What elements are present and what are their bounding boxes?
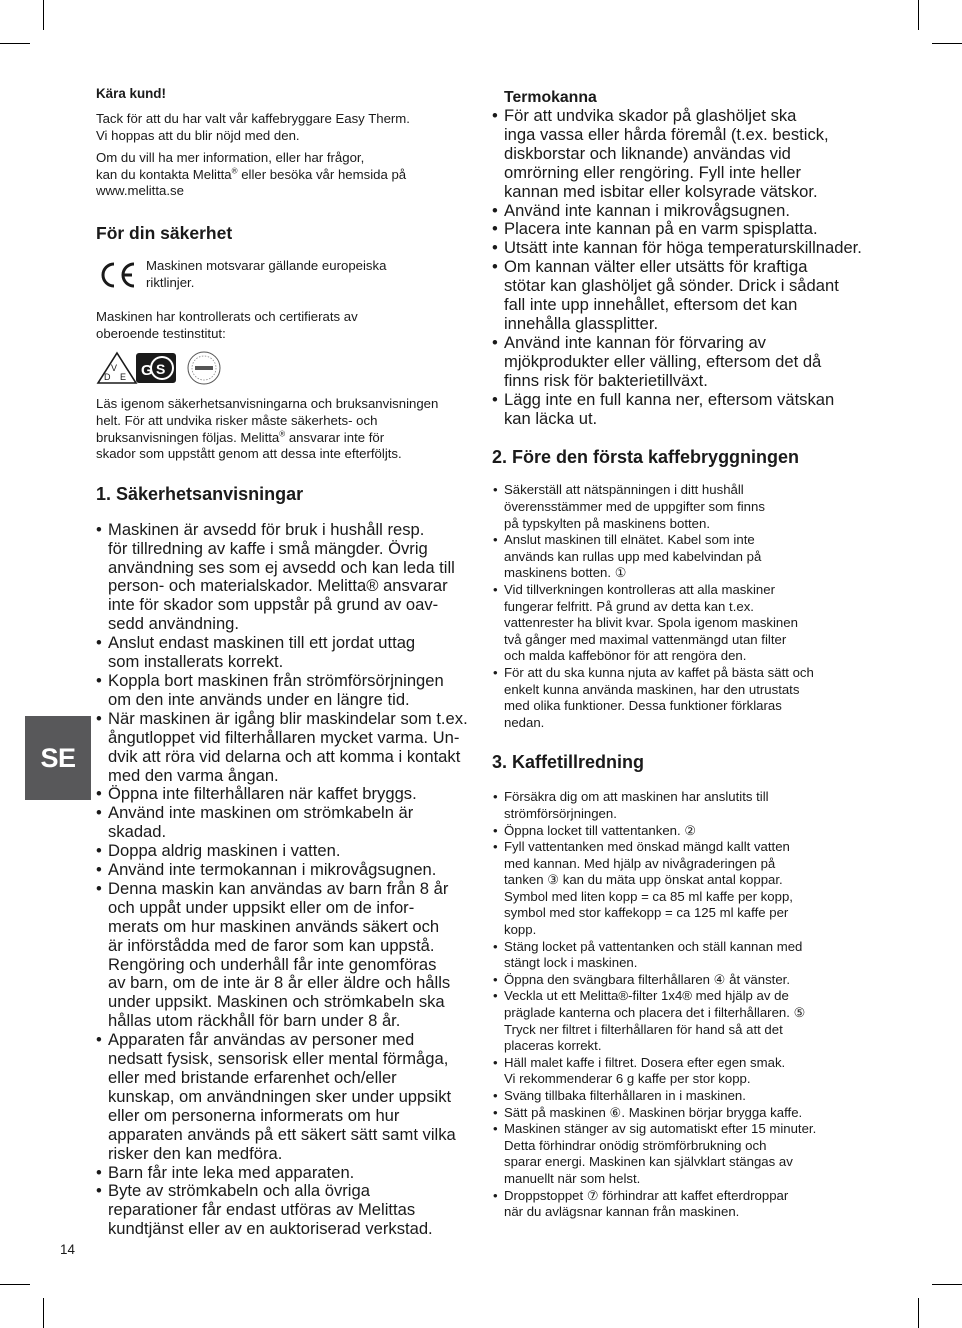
list-item: • Använd inte maskinen om strömkabeln är skadad. <box>96 804 468 842</box>
list-item: • Utsätt inte kannan för höga temperaturskillnader. <box>492 239 866 258</box>
list-item: • Anslut endast maskinen till ett jordat uttag som installerats korrekt. <box>96 634 468 672</box>
list-item: • Maskinen stänger av sig automatiskt efter 15 minuter. Detta förhindrar onödig strömförbrukning och sparar energi. Maskinen kan självklart stängas av manuellt när som helst. <box>492 1121 866 1187</box>
crop-mark <box>918 0 919 30</box>
ce-block: Maskinen motsvarar gällande europeiska riktlinjer. <box>96 258 468 291</box>
section1-title: 1. Säkerhetsanvisningar <box>96 483 304 504</box>
crop-mark <box>0 43 30 44</box>
crop-mark <box>43 0 44 30</box>
list-item: • För att undvika skador på glashöljet ska inga vassa eller hårda föremål (t.ex. bestick, diskborstar och liknande) användas vid omrörning eller rengöring. Fyll inte heller kannan med isbitar eller kolsyrade vätskor. <box>492 107 866 202</box>
termokanna-title: Termokanna <box>504 89 597 106</box>
section1-list <box>96 521 468 1239</box>
list-item: • Stäng locket på vattentanken och ställ kannan med stängt lock i maskinen. <box>492 939 866 972</box>
list-item: • Veckla ut ett Melitta®-filter 1x4® med hjälp av de präglade kanterna och placera det i filterhållaren. ⑤ Tryck ner filtret i filterhållaren för hand så att det placeras korrekt. <box>492 988 866 1054</box>
website-link: www.melitta.se <box>96 183 184 199</box>
crop-mark <box>932 1284 962 1285</box>
list-item: • Lägg inte en full kanna ner, eftersom vätskan kan läcka ut. <box>492 391 866 429</box>
contact-paragraph: Om du vill ha mer information, eller har frågor, kan du kontakta Melitta® eller besöka vår hemsida på www.melitta.se <box>96 150 407 199</box>
list-item: • Häll malet kaffe i filtret. Dosera efter egen smak. Vi rekommenderar 6 g kaffe per stor kopp. <box>492 1055 866 1088</box>
list-item: • Sätt på maskinen ⑥. Maskinen börjar brygga kaffe. <box>492 1105 866 1122</box>
list-item: • Öppna den svängbara filterhållaren ④ åt vänster. <box>492 972 866 989</box>
list-item: • Barn får inte leka med apparaten. <box>96 1164 468 1183</box>
crop-mark <box>932 43 962 44</box>
list-item: • Använd inte termokannan i mikrovågsugnen. <box>96 861 468 880</box>
page-number: 14 <box>60 1242 75 1257</box>
read-instructions: Läs igenom säkerhetsanvisningarna och bruksanvisningen helt. För att undvika risker måste säkerhets- och bruksanvisningen följas. Melitta® ansvarar inte för skador som uppstått genom att dessa inte efterföljts. <box>96 396 439 462</box>
crop-mark <box>918 1298 919 1328</box>
right-column <box>492 88 866 1221</box>
list-item: • Vid tillverkningen kontrolleras att alla maskiner fungerar felfritt. På grund av detta kan t.ex. vattenrester ha blivit kvar. Spola igenom maskinen två gånger med maximal vattenmängd utan filter och malda kaffebönor för att rengöra den. <box>492 582 866 665</box>
section2-list <box>492 482 866 731</box>
list-item: • Om kannan välter eller utsätts för kraftiga stötar kan glashöljet gå sönder. Drick i sådant fall inte upp innehållet, eftersom det kan innehålla glassplitter. <box>492 258 866 334</box>
list-item: • För att du ska kunna njuta av kaffet på bästa sätt och enkelt kunna använda maskinen, har den utrustats med olika funktioner. Dessa funktioner förklaras nedan. <box>492 665 866 731</box>
greeting: Kära kund! <box>96 86 166 101</box>
intro-paragraph: Tack för att du har valt vår kaffebryggare Easy Therm. Vi hoppas att du blir nöjd med den. <box>96 111 410 143</box>
crop-mark <box>43 1298 44 1328</box>
list-item: • Fyll vattentanken med önskad mängd kallt vatten med kannan. Med hjälp av nivågraderingen på tanken ③ kan du mäta upp önskat antal koppar. Symbol med liten kopp = ca 85 ml kaffe per kopp, symbol med stor kaffekopp = ca 125 ml kaffe per kopp. <box>492 839 866 939</box>
language-tab: SE <box>25 716 91 800</box>
section3-title: 3. Kaffetillredning <box>492 752 645 773</box>
list-item: • Apparaten får användas av personer med nedsatt fysisk, sensorisk eller mental förmåga, eller med bristande erfarenhet och/eller kunskap, om användningen sker under uppsikt eller om personerna informerats om hur apparaten används på ett säkert sätt samt vilka risker den kan medföra. <box>96 1031 468 1163</box>
list-item: • När maskinen är igång blir maskindelar som t.ex. ångutloppet vid filterhållaren mycket varma. Un- dvik att röra vid delarna och att komma i kontakt med den varma ångan. <box>96 710 468 786</box>
svg-text:E: E <box>120 372 127 383</box>
left-column <box>96 86 468 1239</box>
list-item: • Sväng tillbaka filterhållaren in i maskinen. <box>492 1088 866 1105</box>
list-item: • Öppna inte filterhållaren när kaffet bryggs. <box>96 785 468 804</box>
svg-text:S: S <box>156 361 166 378</box>
cert-logos <box>96 350 468 386</box>
section3-list <box>492 789 866 1220</box>
list-item: • Maskinen är avsedd för bruk i hushåll resp. för tillredning av kaffe i små mängder. Övrig användning ses som ej avsedd och kan leda till person- och materialskador. Melitta® ansvarar inte för skador som uppstår på grund av oav- sedd användning. <box>96 521 468 634</box>
termokanna-list <box>492 107 866 428</box>
list-item: • Koppla bort maskinen från strömförsörjningen om den inte används under en längre tid. <box>96 672 468 710</box>
list-item: • Försäkra dig om att maskinen har anslutits till strömförsörjningen. <box>492 789 866 822</box>
list-item: • Säkerställ att nätspänningen i ditt hushåll överensstämmer med de uppgifter som finns på typskylten på maskinens botten. <box>492 482 866 532</box>
svg-text:D: D <box>104 372 111 383</box>
crop-mark <box>0 1284 30 1285</box>
list-item: • Denna maskin kan användas av barn från 8 år och uppåt under uppsikt eller om de infor- merats om hur maskinen används säkert och är införstådda med de faror som kan uppstå. Rengöring och underhåll får inte genomföras av barn, om de inte är 8 år eller äldre och hålls under uppsikt. Maskinen och strömkabeln ska hållas utom räckhåll för barn under 8 år. <box>96 880 468 1031</box>
list-item: • Droppstoppet ⑦ förhindrar att kaffet efterdroppar när du avlägsnar kannan från maskinen. <box>492 1188 866 1221</box>
vde-logo-icon <box>96 351 138 385</box>
gs-logo-icon <box>134 350 178 386</box>
list-item: • Använd inte kannan för förvaring av mjökprodukter eller välling, eftersom det då finns risk för bakterietillväxt. <box>492 334 866 391</box>
seal-logo-icon <box>186 350 222 386</box>
list-item: • Placera inte kannan på en varm spisplatta. <box>492 220 866 239</box>
ce-mark-icon <box>96 260 138 290</box>
svg-text:V: V <box>111 363 118 374</box>
list-item: • Anslut maskinen till elnätet. Kabel som inte används kan rullas upp med kabelvindan på maskinens botten. ① <box>492 532 866 582</box>
safety-title: För din säkerhet <box>96 222 233 243</box>
list-item: • Använd inte kannan i mikrovågsugnen. <box>492 202 866 221</box>
section2-title: 2. Före den första kaffebryggningen <box>492 447 800 468</box>
svg-text:G: G <box>141 362 153 380</box>
cert-text: Maskinen har kontrollerats och certifierats av oberoende testinstitut: <box>96 309 358 341</box>
list-item: • Öppna locket till vattentanken. ② <box>492 823 866 840</box>
list-item: • Doppa aldrig maskinen i vatten. <box>96 842 468 861</box>
list-item: • Byte av strömkabeln och alla övriga reparationer får endast utföras av Melittas kundtjänst eller av en auktoriserad verkstad. <box>96 1182 468 1239</box>
